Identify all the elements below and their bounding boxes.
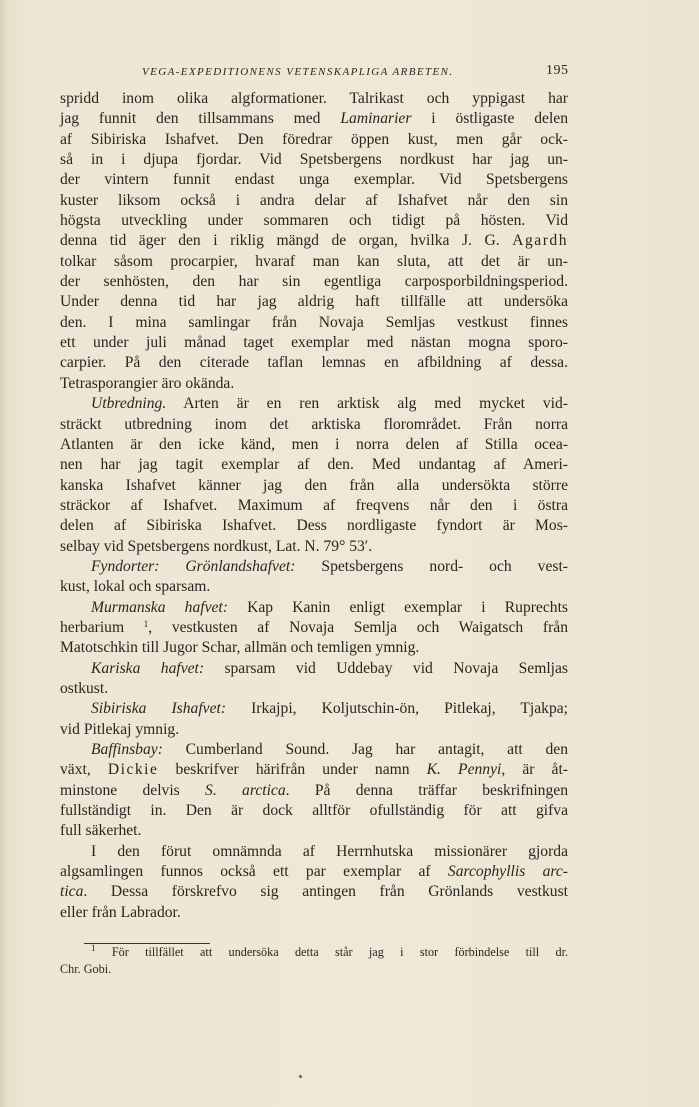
text-line — [60, 740, 568, 760]
text-run: delen af Sibiriska Ishafvet. Dess nordligaste fyndort är Mos- — [60, 517, 568, 535]
running-header: VEGA-EXPEDITIONENS VETENSKAPLIGA ARBETEN. — [142, 66, 454, 78]
text-run: selbay vid Spetsbergens nordkust, Lat. N. 79° 53′. — [60, 537, 373, 555]
text-run: , vestkusten af Novaja Semlja och Waigatsch från — [148, 618, 568, 636]
text-line — [60, 252, 568, 272]
italic-run: Kariska hafvet: — [91, 659, 205, 677]
italic-run: Utbredning. — [91, 395, 167, 413]
text-run: Cumberland Sound. Jag har antagit, att den — [162, 741, 568, 758]
text-run: algsamlingen funnos också ett par exemplar af — [60, 863, 448, 881]
text-line — [60, 313, 568, 333]
text-line — [60, 333, 568, 353]
text-line — [60, 394, 568, 414]
text-line — [60, 720, 568, 740]
text-run: sparsam vid Uddebay vid Novaja Semljas — [204, 659, 568, 677]
italic-run: Fyndorter: Grönlandshafvet: — [91, 557, 296, 575]
text-run: full säkerhet. — [60, 822, 142, 840]
text-run: Kap Kanin enligt exemplar i Ruprechts — [227, 598, 568, 616]
text-run: I den förut omnämnda af Herrnhutska missionärer gjorda — [91, 842, 568, 860]
text-line — [60, 577, 568, 597]
text-run: Atlanten är den icke känd, men i norra delen af Stilla ocea- — [60, 435, 568, 453]
text-run: nen har jag tagit exemplar af den. Med undantag af Ameri- — [60, 456, 568, 474]
text-run: , är åt- — [501, 761, 568, 779]
text-run: kanska Ishafvet känner jag den från alla undersökta större — [60, 476, 568, 494]
text-line — [60, 801, 568, 821]
text-line — [60, 191, 568, 211]
italic-run: Laminarier — [340, 110, 412, 128]
text-line — [60, 374, 568, 394]
text-line — [60, 882, 568, 902]
text-run: sträckt utbredning inom det arktiska florområdet. Från norra — [60, 415, 568, 433]
footnote-ref: 1 — [143, 618, 149, 629]
text-line — [60, 821, 568, 841]
text-line — [60, 537, 568, 557]
text-line — [60, 353, 568, 373]
text-line — [60, 862, 568, 882]
text-run: Arten är en ren arktisk alg med mycket vid- — [166, 395, 568, 413]
text-line — [60, 760, 568, 780]
text-run: denna tid äger den i riklig mängd de organ, hvilka J. G. — [60, 232, 513, 250]
text-run: herbarium — [60, 618, 144, 636]
italic-run: S. arctica — [205, 781, 286, 799]
text-run: ett under juli månad taget exemplar med nästan mogna sporo- — [60, 334, 568, 352]
text-run: eller från Labrador. — [60, 903, 181, 921]
author-name: Agardh — [512, 232, 568, 250]
text-line — [60, 638, 568, 658]
text-run: Irkajpi, Koljutschin-ön, Pitlekaj, Tjakpa; — [226, 700, 568, 718]
text-line — [60, 231, 568, 251]
text-run: ostkust. — [60, 679, 109, 697]
footnote-line: Chr. Gobi. — [60, 961, 112, 976]
text-run: spridd inom olika algformationer. Talrikast och yppigast har — [60, 90, 568, 107]
text-line — [60, 455, 568, 475]
italic-run: K. Pennyi — [426, 761, 502, 779]
text-run: der vintern funnit endast unga exemplar. Vid Spetsbergens — [60, 171, 568, 189]
text-run: kust, lokal och sparsam. — [60, 578, 211, 596]
italic-run: Murmanska hafvet: — [91, 598, 228, 616]
text-line — [60, 598, 568, 618]
italic-run: tica — [60, 883, 84, 901]
text-run: Under denna tid har jag aldrig haft tillfälle att undersöka — [60, 293, 568, 311]
page-number: 195 — [546, 63, 569, 78]
text-run: högsta utveckling under sommaren och tidigt på hösten. Vid — [60, 212, 568, 230]
text-line — [60, 699, 568, 719]
text-run: växt, — [60, 761, 108, 779]
footnote — [60, 944, 568, 977]
text-line — [60, 130, 568, 150]
text-line — [60, 516, 568, 536]
text-run: den. I mina samlingar från Novaja Semljas vestkust finnes — [60, 313, 568, 331]
text-line — [60, 659, 568, 679]
footnote-line — [60, 944, 568, 961]
text-line — [60, 292, 568, 312]
text-run: Tetrasporangier äro okända. — [60, 374, 235, 392]
text-line — [60, 272, 568, 292]
paper-speck — [299, 1075, 302, 1078]
text-line — [60, 150, 568, 170]
text-line — [60, 435, 568, 455]
text-line — [60, 679, 568, 699]
text-run: så in i djupa fjordar. Vid Spetsbergens nordkust har jag un- — [60, 151, 568, 169]
text-run: der senhösten, den har sin egentliga carposporbildningsperiod. — [60, 273, 568, 291]
text-line — [60, 496, 568, 516]
text-run: . Dessa förskrefvo sig antingen från Grönlands vestkust — [83, 883, 568, 901]
text-line — [60, 170, 568, 190]
text-run: beskrifver härifrån under namn — [158, 761, 427, 779]
text-run: kuster liksom också i andra delar af Ishafvet når den sin — [60, 191, 568, 209]
text-line — [60, 618, 568, 638]
text-run: tolkar såsom procarpier, hvaraf man kan sluta, att det är un- — [60, 252, 568, 270]
text-line — [60, 557, 568, 577]
text-run: vid Pitlekaj ymnig. — [60, 720, 180, 738]
footnote-marker: 1 — [91, 943, 96, 953]
text-line — [60, 89, 568, 109]
text-run: . På denna träffar beskrifningen — [285, 781, 568, 799]
author-name: Dickie — [107, 761, 159, 779]
text-run: Spetsbergens nord- och vest- — [295, 557, 568, 575]
text-line — [60, 211, 568, 231]
text-line — [60, 903, 568, 923]
italic-run: Sibiriska Ishafvet: — [91, 700, 227, 718]
text-run: sträckor af Ishafvet. Maximum af freqvens når den i östra — [60, 496, 568, 514]
text-run: i östligaste delen — [411, 110, 568, 128]
text-run: minstone delvis — [60, 781, 206, 799]
body-text — [60, 89, 568, 923]
text-line — [60, 842, 568, 862]
text-run: af Sibiriska Ishafvet. Den föredrar öppen kust, men går ock- — [60, 130, 568, 148]
italic-run: Baffinsbay: — [91, 741, 163, 758]
text-line — [60, 109, 568, 129]
footnote-text: För tillfället att undersöka detta står jag i stor förbindelse till dr. — [111, 945, 569, 959]
italic-run: Sarcophyllis arc- — [447, 863, 568, 881]
text-line — [60, 476, 568, 496]
text-run: fullständigt in. Den är dock alltför ofullständig för att gifva — [60, 802, 568, 820]
text-line — [60, 781, 568, 801]
text-run: Matotschkin till Jugor Schar, allmän och temligen ymnig. — [60, 639, 420, 657]
text-run: jag funnit den tillsammans med — [60, 110, 341, 128]
text-run: carpier. På den citerade taflan lemnas en afbildning af dessa. — [60, 354, 568, 372]
text-line — [60, 415, 568, 435]
